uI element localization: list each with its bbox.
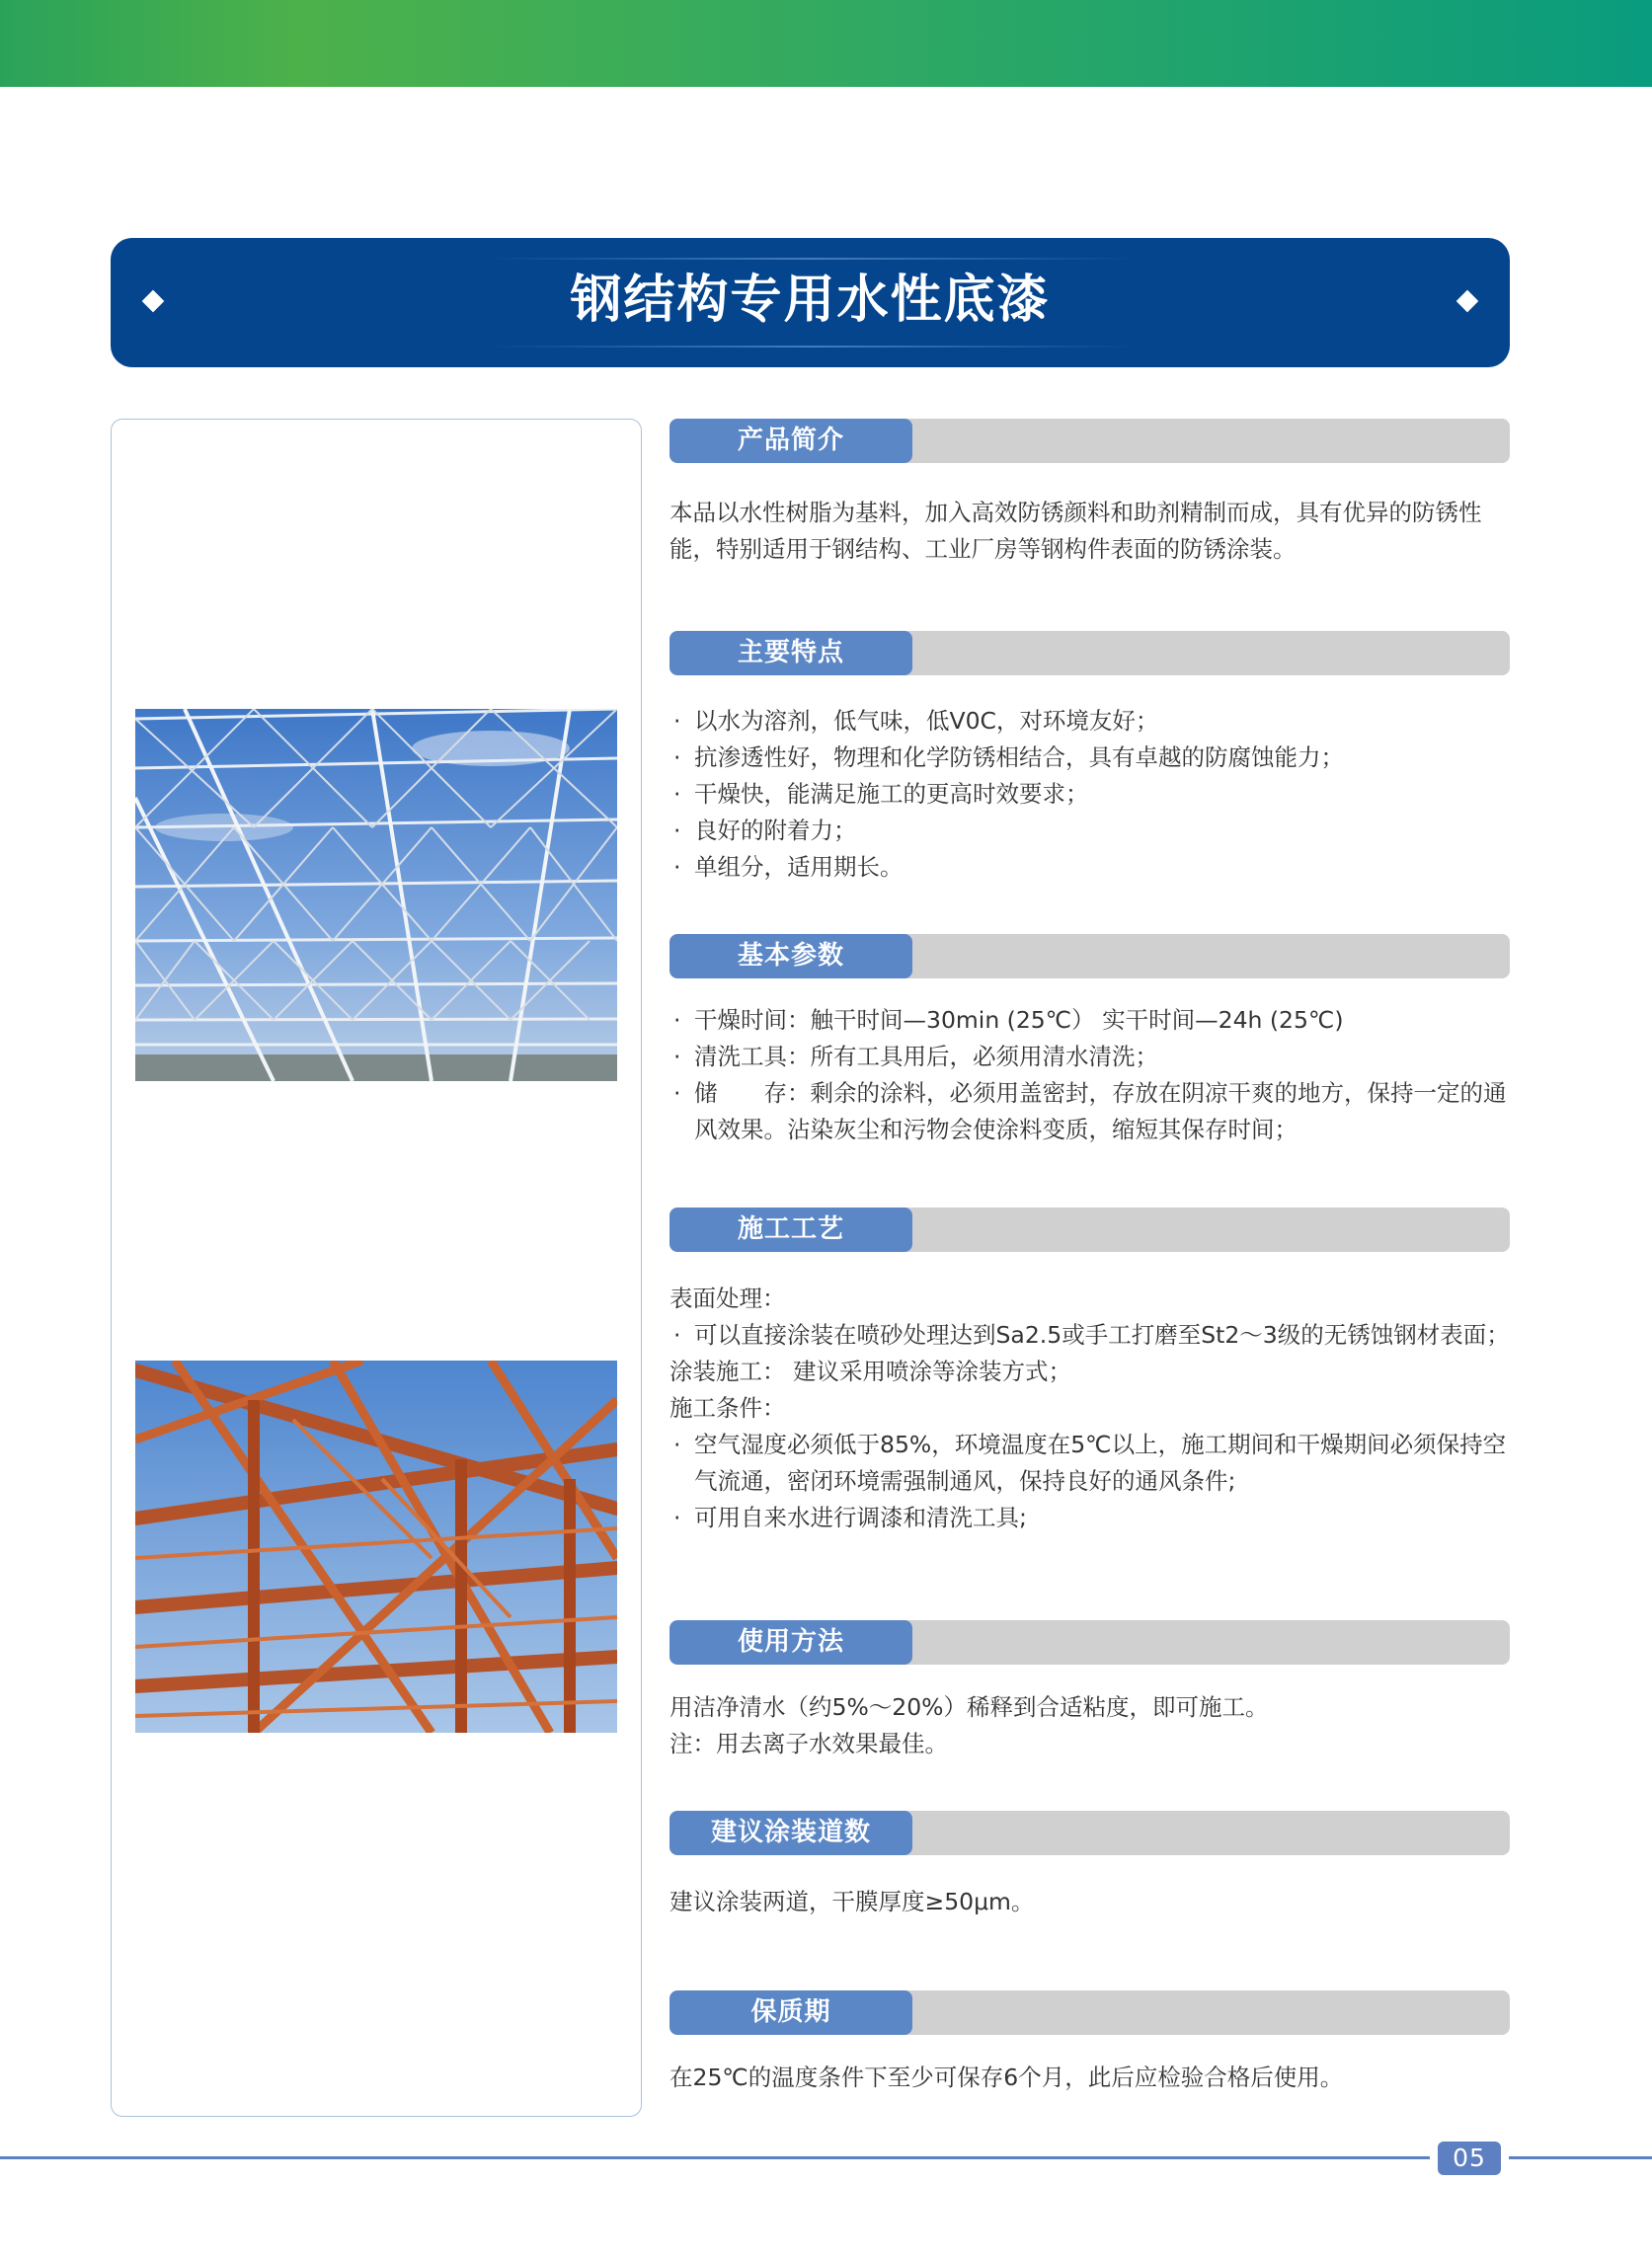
section-header-features <box>669 631 1510 675</box>
list-item: · 干燥时间：触干时间—30min (25℃） 实干时间—24h (25℃) <box>669 1002 1514 1039</box>
list-item: · 抗渗透性好，物理和化学防锈相结合，具有卓越的防腐蚀能力； <box>669 740 1514 776</box>
usage-body <box>669 1689 1514 1762</box>
steel-space-frame-photo <box>135 709 617 1081</box>
list-item: · 可用自来水进行调漆和清洗工具; <box>669 1500 1514 1536</box>
shelf-life-text: 在25℃的温度条件下至少可保存6个月，此后应检验合格后使用。 <box>669 2064 1344 2091</box>
section-header-intro <box>669 419 1510 463</box>
footer-rule <box>1509 2156 1652 2159</box>
application-text: 涂装施工： 建议采用喷涂等涂装方式； <box>669 1358 1071 1385</box>
list-item: · 干燥快，能满足施工的更高时效要求； <box>669 776 1514 813</box>
footer-rule <box>0 2156 1430 2159</box>
usage-note: 注：用去离子水效果最佳。 <box>669 1730 948 1757</box>
page-number: 05 <box>1438 2142 1501 2175</box>
list-item: · 以水为溶剂，低气味，低V0C，对环境友好； <box>669 703 1514 740</box>
image-panel <box>111 419 642 2117</box>
section-title-features: 主要特点 <box>669 631 912 675</box>
steel-beam-structure-photo <box>135 1361 617 1733</box>
intro-text: 本品以水性树脂为基料，加入高效防锈颜料和助剂精制而成，具有优异的防锈性能，特别适用于钢结构、工业厂房等钢构件表面的防锈涂装。 <box>669 499 1482 563</box>
intro-body <box>669 495 1514 568</box>
shelf-life-body <box>669 2060 1514 2096</box>
section-header-process <box>669 1208 1510 1252</box>
section-header-params <box>669 934 1510 978</box>
section-title-usage: 使用方法 <box>669 1620 912 1665</box>
section-header-usage <box>669 1620 1510 1665</box>
list-item: · 空气湿度必须低于85%，环境温度在5℃以上，施工期间和干燥期间必须保持空气流通，密闭环境需强制通风，保持良好的通风条件; <box>669 1427 1514 1500</box>
usage-line: 用洁净清水（约5%～20%）稀释到合适粘度，即可施工。 <box>669 1693 1269 1721</box>
section-header-coats <box>669 1811 1510 1855</box>
section-title-shelf-life: 保质期 <box>669 1990 912 2035</box>
section-title-process: 施工工艺 <box>669 1208 912 1252</box>
section-title-params: 基本参数 <box>669 934 912 978</box>
section-header-shelf-life <box>669 1990 1510 2035</box>
list-item: · 单组分，适用期长。 <box>669 849 1514 886</box>
list-item: · 可以直接涂装在喷砂处理达到Sa2.5或手工打磨至St2～3级的无锈蚀钢材表面； <box>669 1317 1514 1354</box>
page-title: 钢结构专用水性底漆 <box>570 271 1051 330</box>
features-list <box>669 703 1514 886</box>
title-banner <box>111 238 1510 367</box>
params-list <box>669 1002 1514 1148</box>
list-item: · 储 存：剩余的涂料，必须用盖密封，存放在阴凉干爽的地方，保持一定的通风效果。沾染灰尘和污物会使涂料变质，缩短其保存时间； <box>669 1075 1514 1148</box>
list-item: · 良好的附着力； <box>669 813 1514 849</box>
process-body <box>669 1281 1514 1536</box>
section-title-intro: 产品简介 <box>669 419 912 463</box>
top-gradient-band <box>0 0 1652 87</box>
conditions-label: 施工条件： <box>669 1394 786 1422</box>
surface-label: 表面处理： <box>669 1285 786 1312</box>
list-item: · 清洗工具：所有工具用后，必须用清水清洗； <box>669 1039 1514 1075</box>
coats-body <box>669 1884 1514 1920</box>
banner-highlight-line <box>486 346 1138 348</box>
section-title-coats: 建议涂装道数 <box>669 1811 912 1855</box>
coats-text: 建议涂装两道，干膜厚度≥50μm。 <box>669 1888 1035 1915</box>
banner-highlight-line <box>486 258 1138 260</box>
